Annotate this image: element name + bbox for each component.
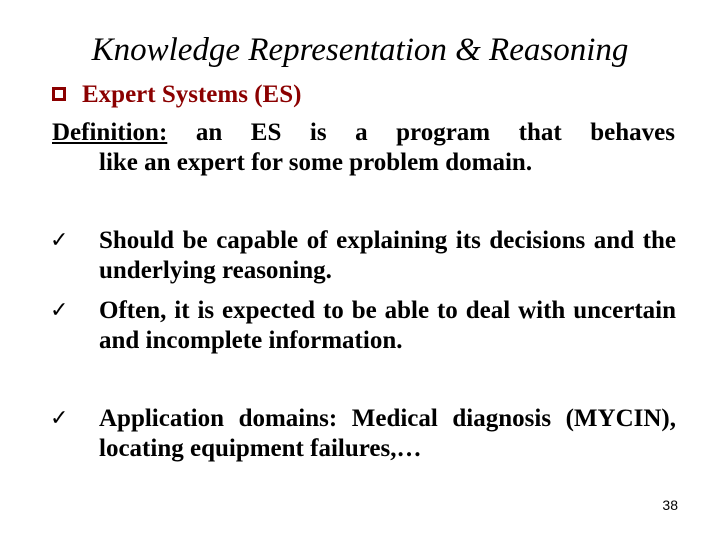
bullet-item (50, 226, 676, 286)
definition-text-1: an ES is a program that behaves (195, 119, 675, 146)
bullet-text: Often, it is expected to be able to deal with uncertain and incomplete information. (99, 297, 676, 354)
bullet-item (50, 404, 676, 464)
page-number: 38 (662, 497, 678, 513)
checkmark-icon: ✓ (50, 406, 69, 431)
checkmark-icon: ✓ (50, 228, 69, 253)
bullet-text: Should be capable of explaining its decisions and the underlying reasoning. (99, 227, 676, 284)
checkmark-icon: ✓ (50, 298, 69, 323)
section-heading (52, 79, 301, 111)
definition-line-2: like an expert for some problem domain. (99, 149, 533, 176)
slide-title: Knowledge Representation & Reasoning (91, 32, 629, 68)
checkbox-square-icon (52, 87, 66, 101)
section-heading-text: Expert Systems (ES) (82, 81, 302, 108)
definition-label: Definition: (52, 119, 168, 146)
definition-line-1 (52, 118, 675, 148)
bullet-item (50, 296, 676, 356)
bullet-text: Application domains: Medical diagnosis (MYCIN), locating equipment failures,… (99, 405, 676, 462)
